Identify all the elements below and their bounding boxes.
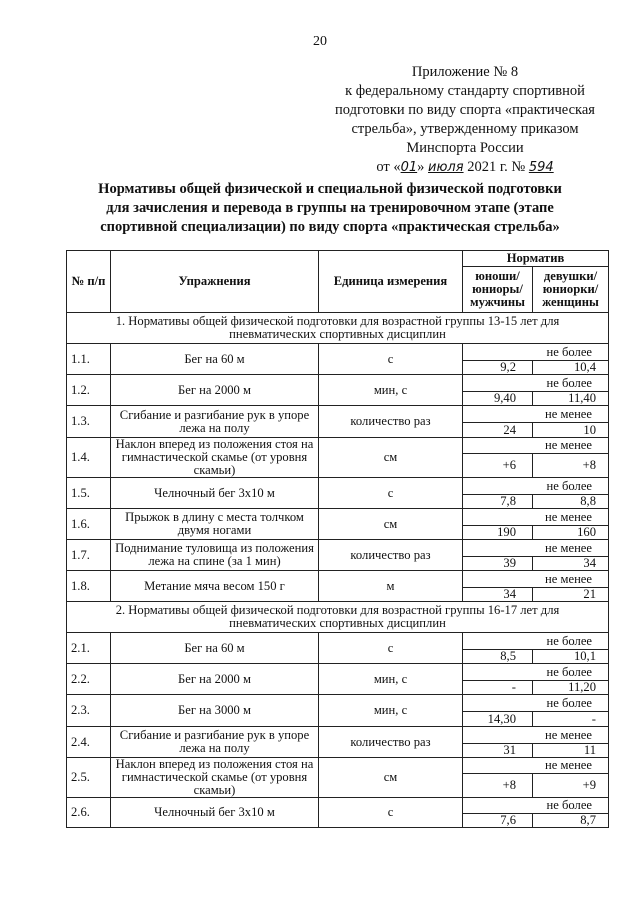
table-row (67, 478, 609, 495)
order-prefix: от « (376, 159, 401, 175)
table-row (67, 695, 609, 712)
page-number: 20 (313, 34, 327, 49)
row-number: 2.5. (67, 758, 111, 798)
row-number: 2.6. (67, 798, 111, 828)
unit-of-measure: количество раз (319, 540, 463, 571)
row-number: 2.3. (67, 695, 111, 727)
norm-qualifier: не менее (463, 758, 609, 774)
norm-qualifier: не менее (463, 509, 609, 526)
exercise-name: Наклон вперед из положения стоя на гимнастической скамье (от уровня скамьи) (111, 758, 319, 798)
table-row (67, 727, 609, 744)
value-girls: 34 (533, 557, 609, 571)
unit-of-measure: мин, с (319, 664, 463, 695)
exercise-name: Метание мяча весом 150 г (111, 571, 319, 602)
norm-qualifier: не более (463, 633, 609, 650)
row-number: 1.8. (67, 571, 111, 602)
row-number: 1.2. (67, 375, 111, 406)
value-girls: +8 (533, 454, 609, 478)
exercise-name: Прыжок в длину с места толчком двумя ногами (111, 509, 319, 540)
section-title: 2. Нормативы общей физической подготовки для возрастной группы 16-17 лет для пневматических спортивных дисциплин (67, 602, 609, 633)
table-body (67, 313, 609, 828)
row-number: 2.1. (67, 633, 111, 664)
value-boys: 31 (463, 744, 533, 758)
value-boys: 14,30 (463, 712, 533, 727)
value-boys: 39 (463, 557, 533, 571)
unit-of-measure: см (319, 509, 463, 540)
table-row (67, 664, 609, 681)
unit-of-measure: с (319, 344, 463, 375)
table-row (67, 509, 609, 526)
section-row (67, 602, 609, 633)
appendix-line: подготовки по виду спорта «практическая (335, 102, 595, 118)
exercise-name: Сгибание и разгибание рук в упоре лежа на полу (111, 727, 319, 758)
value-girls: 10,1 (533, 650, 609, 664)
unit-of-measure: м (319, 571, 463, 602)
row-number: 1.3. (67, 406, 111, 438)
title-line: для зачисления и перевода в группы на тренировочном этапе (этапе (106, 200, 554, 216)
header-girls: девушки/ юниорки/ женщины (533, 267, 609, 313)
exercise-name: Бег на 2000 м (111, 664, 319, 695)
table-row (67, 344, 609, 361)
appendix-header (330, 63, 600, 177)
row-number: 1.5. (67, 478, 111, 509)
header-unit: Единица измерения (319, 251, 463, 313)
unit-of-measure: мин, с (319, 375, 463, 406)
value-boys: 7,8 (463, 495, 533, 509)
value-girls: 11,20 (533, 681, 609, 695)
unit-of-measure: мин, с (319, 695, 463, 727)
value-boys: 9,40 (463, 392, 533, 406)
value-girls: 10 (533, 423, 609, 438)
unit-of-measure: с (319, 478, 463, 509)
value-girls: 21 (533, 588, 609, 602)
title-line: спортивной специализации) по виду спорта «практическая стрельба» (100, 219, 560, 235)
header-num: № п/п (67, 251, 111, 313)
norm-qualifier: не более (463, 344, 609, 361)
appendix-line: стрельба», утвержденному приказом (351, 121, 579, 137)
appendix-line: Приложение № 8 (411, 64, 519, 80)
value-girls: 8,8 (533, 495, 609, 509)
table-row (67, 375, 609, 392)
unit-of-measure: см (319, 438, 463, 478)
value-boys: +8 (463, 774, 533, 798)
order-day: 01 (400, 160, 418, 175)
unit-of-measure: с (319, 633, 463, 664)
appendix-line: Минспорта России (406, 140, 524, 156)
header-boys: юноши/ юниоры/ мужчины (463, 267, 533, 313)
exercise-name: Сгибание и разгибание рук в упоре лежа на полу (111, 406, 319, 438)
row-number: 1.1. (67, 344, 111, 375)
order-mid: » (417, 159, 429, 175)
row-number: 2.2. (67, 664, 111, 695)
value-boys: 7,6 (463, 814, 533, 828)
norm-qualifier: не более (463, 478, 609, 495)
section-title: 1. Нормативы общей физической подготовки для возрастной группы 13-15 лет для пневматических спортивных дисциплин (67, 313, 609, 344)
value-girls: 11,40 (533, 392, 609, 406)
value-girls: 160 (533, 526, 609, 540)
section-row (67, 313, 609, 344)
table-row (67, 798, 609, 814)
norm-qualifier: не более (463, 664, 609, 681)
value-girls: +9 (533, 774, 609, 798)
exercise-name: Бег на 3000 м (111, 695, 319, 727)
exercise-name: Наклон вперед из положения стоя на гимнастической скамье (от уровня скамьи) (111, 438, 319, 478)
value-girls: - (533, 712, 609, 727)
table-row (67, 540, 609, 557)
value-girls: 8,7 (533, 814, 609, 828)
table-row (67, 571, 609, 588)
order-line (330, 158, 600, 177)
value-boys: 190 (463, 526, 533, 540)
row-number: 2.4. (67, 727, 111, 758)
unit-of-measure: см (319, 758, 463, 798)
exercise-name: Поднимание туловища из положения лежа на спине (за 1 мин) (111, 540, 319, 571)
table-row (67, 633, 609, 650)
table-row (67, 758, 609, 774)
order-month: июля (428, 160, 464, 175)
unit-of-measure: количество раз (319, 727, 463, 758)
value-girls: 11 (533, 744, 609, 758)
table-row (67, 406, 609, 423)
exercise-name: Бег на 60 м (111, 633, 319, 664)
table-row (67, 438, 609, 454)
header-exercise: Упражнения (111, 251, 319, 313)
norm-qualifier: не менее (463, 540, 609, 557)
header-norm: Норматив (463, 251, 609, 267)
standards-table (66, 250, 609, 828)
document-title (60, 180, 600, 237)
norm-qualifier: не менее (463, 406, 609, 423)
unit-of-measure: количество раз (319, 406, 463, 438)
row-number: 1.7. (67, 540, 111, 571)
order-year: 2021 г. № (463, 159, 529, 175)
exercise-name: Бег на 2000 м (111, 375, 319, 406)
norm-qualifier: не менее (463, 571, 609, 588)
unit-of-measure: с (319, 798, 463, 828)
value-girls: 10,4 (533, 361, 609, 375)
exercise-name: Бег на 60 м (111, 344, 319, 375)
norm-qualifier: не менее (463, 438, 609, 454)
order-number: 594 (528, 160, 554, 175)
value-boys: - (463, 681, 533, 695)
value-boys: 34 (463, 588, 533, 602)
row-number: 1.4. (67, 438, 111, 478)
exercise-name: Челночный бег 3х10 м (111, 478, 319, 509)
value-boys: 24 (463, 423, 533, 438)
value-boys: 8,5 (463, 650, 533, 664)
appendix-line: к федеральному стандарту спортивной (345, 83, 585, 99)
row-number: 1.6. (67, 509, 111, 540)
value-boys: 9,2 (463, 361, 533, 375)
exercise-name: Челночный бег 3х10 м (111, 798, 319, 828)
norm-qualifier: не менее (463, 727, 609, 744)
norm-qualifier: не более (463, 798, 609, 814)
norm-qualifier: не более (463, 695, 609, 712)
value-boys: +6 (463, 454, 533, 478)
norm-qualifier: не более (463, 375, 609, 392)
title-line: Нормативы общей физической и специальной физической подготовки (98, 181, 562, 197)
